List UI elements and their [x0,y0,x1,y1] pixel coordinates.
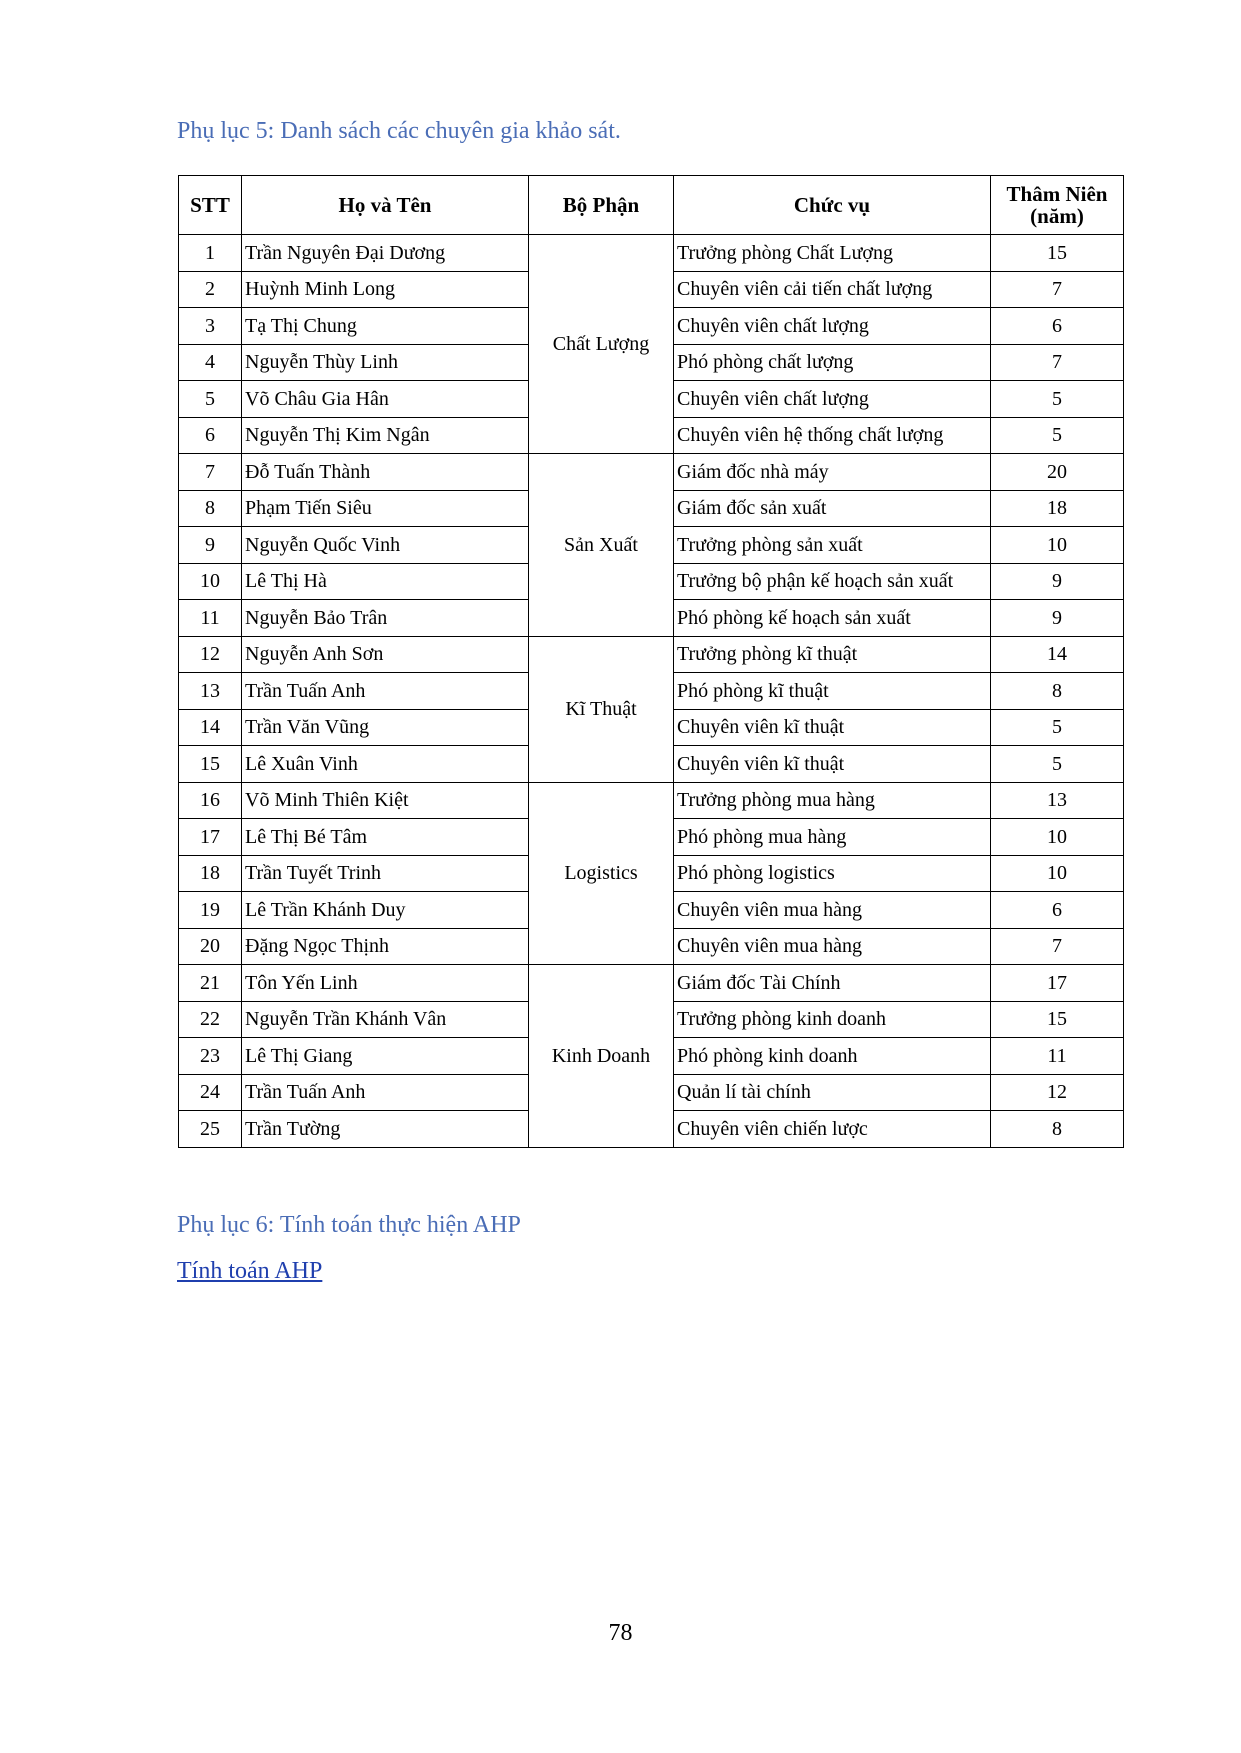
position-cell: Chuyên viên kĩ thuật [674,746,991,783]
years-cell: 10 [991,855,1124,892]
years-cell: 6 [991,308,1124,345]
position-cell: Trưởng phòng sản xuất [674,527,991,564]
header-name: Họ và Tên [242,176,529,235]
position-cell: Trưởng phòng kinh doanh [674,1001,991,1038]
name-cell: Trần Tuấn Anh [242,1074,529,1111]
appendix-6-heading: Phụ lục 6: Tính toán thực hiện AHP [177,1212,521,1238]
years-cell: 7 [991,271,1124,308]
name-cell: Võ Châu Gia Hân [242,381,529,418]
name-cell: Nguyễn Thị Kim Ngân [242,417,529,454]
stt-cell: 14 [179,709,242,746]
stt-cell: 20 [179,928,242,965]
stt-cell: 10 [179,563,242,600]
stt-cell: 6 [179,417,242,454]
name-cell: Lê Thị Hà [242,563,529,600]
name-cell: Lê Trần Khánh Duy [242,892,529,929]
stt-cell: 23 [179,1038,242,1075]
position-cell: Chuyên viên chất lượng [674,308,991,345]
department-cell: Kinh Doanh [529,965,674,1148]
years-cell: 7 [991,928,1124,965]
years-cell: 14 [991,636,1124,673]
stt-cell: 13 [179,673,242,710]
stt-cell: 5 [179,381,242,418]
position-cell: Trưởng phòng kĩ thuật [674,636,991,673]
years-cell: 10 [991,527,1124,564]
position-cell: Trưởng phòng Chất Lượng [674,235,991,272]
years-cell: 5 [991,709,1124,746]
header-stt: STT [179,176,242,235]
stt-cell: 22 [179,1001,242,1038]
table-row [179,782,1124,819]
stt-cell: 19 [179,892,242,929]
position-cell: Chuyên viên chiến lược [674,1111,991,1148]
stt-cell: 9 [179,527,242,564]
position-cell: Trưởng phòng mua hàng [674,782,991,819]
stt-cell: 21 [179,965,242,1002]
name-cell: Trần Tường [242,1111,529,1148]
experts-table [178,175,1124,1148]
table-header-row [179,176,1124,235]
name-cell: Tạ Thị Chung [242,308,529,345]
years-cell: 13 [991,782,1124,819]
stt-cell: 2 [179,271,242,308]
years-cell: 5 [991,746,1124,783]
position-cell: Phó phòng kĩ thuật [674,673,991,710]
table-row [179,454,1124,491]
position-cell: Chuyên viên mua hàng [674,892,991,929]
position-cell: Chuyên viên cải tiến chất lượng [674,271,991,308]
position-cell: Chuyên viên chất lượng [674,381,991,418]
header-position: Chức vụ [674,176,991,235]
department-cell: Logistics [529,782,674,965]
name-cell: Lê Thị Bé Tâm [242,819,529,856]
table-row [179,636,1124,673]
stt-cell: 16 [179,782,242,819]
years-cell: 7 [991,344,1124,381]
stt-cell: 3 [179,308,242,345]
name-cell: Lê Xuân Vinh [242,746,529,783]
department-cell: Sản Xuất [529,454,674,637]
stt-cell: 8 [179,490,242,527]
position-cell: Phó phòng logistics [674,855,991,892]
position-cell: Giám đốc nhà máy [674,454,991,491]
position-cell: Phó phòng chất lượng [674,344,991,381]
years-cell: 5 [991,417,1124,454]
name-cell: Đỗ Tuấn Thành [242,454,529,491]
stt-cell: 7 [179,454,242,491]
years-cell: 6 [991,892,1124,929]
stt-cell: 18 [179,855,242,892]
years-cell: 11 [991,1038,1124,1075]
position-cell: Chuyên viên kĩ thuật [674,709,991,746]
stt-cell: 11 [179,600,242,637]
table-row [179,965,1124,1002]
header-seniority [991,176,1124,235]
position-cell: Giám đốc Tài Chính [674,965,991,1002]
years-cell: 20 [991,454,1124,491]
years-cell: 12 [991,1074,1124,1111]
name-cell: Trần Văn Vũng [242,709,529,746]
position-cell: Phó phòng mua hàng [674,819,991,856]
position-cell: Giám đốc sản xuất [674,490,991,527]
name-cell: Trần Tuấn Anh [242,673,529,710]
name-cell: Nguyễn Quốc Vinh [242,527,529,564]
header-seniority-line2: (năm) [1030,204,1084,228]
name-cell: Đặng Ngọc Thịnh [242,928,529,965]
header-seniority-line1: Thâm Niên [1006,182,1108,206]
department-cell: Chất Lượng [529,235,674,454]
years-cell: 8 [991,673,1124,710]
header-department: Bộ Phận [529,176,674,235]
years-cell: 18 [991,490,1124,527]
years-cell: 9 [991,600,1124,637]
stt-cell: 1 [179,235,242,272]
appendix-5-heading: Phụ lục 5: Danh sách các chuyên gia khảo sát. [177,118,621,144]
stt-cell: 25 [179,1111,242,1148]
position-cell: Chuyên viên mua hàng [674,928,991,965]
table-row [179,235,1124,272]
page-number: 78 [608,1620,633,1646]
name-cell: Phạm Tiến Siêu [242,490,529,527]
name-cell: Võ Minh Thiên Kiệt [242,782,529,819]
position-cell: Chuyên viên hệ thống chất lượng [674,417,991,454]
name-cell: Tôn Yến Linh [242,965,529,1002]
position-cell: Phó phòng kinh doanh [674,1038,991,1075]
name-cell: Nguyễn Anh Sơn [242,636,529,673]
years-cell: 17 [991,965,1124,1002]
name-cell: Huỳnh Minh Long [242,271,529,308]
department-cell: Kĩ Thuật [529,636,674,782]
name-cell: Lê Thị Giang [242,1038,529,1075]
years-cell: 10 [991,819,1124,856]
stt-cell: 24 [179,1074,242,1111]
stt-cell: 12 [179,636,242,673]
years-cell: 15 [991,1001,1124,1038]
years-cell: 5 [991,381,1124,418]
name-cell: Nguyễn Trần Khánh Vân [242,1001,529,1038]
years-cell: 8 [991,1111,1124,1148]
years-cell: 9 [991,563,1124,600]
stt-cell: 17 [179,819,242,856]
position-cell: Phó phòng kế hoạch sản xuất [674,600,991,637]
name-cell: Nguyễn Bảo Trân [242,600,529,637]
position-cell: Trưởng bộ phận kế hoạch sản xuất [674,563,991,600]
years-cell: 15 [991,235,1124,272]
name-cell: Nguyễn Thùy Linh [242,344,529,381]
name-cell: Trần Nguyên Đại Dương [242,235,529,272]
position-cell: Quản lí tài chính [674,1074,991,1111]
name-cell: Trần Tuyết Trinh [242,855,529,892]
ahp-calculation-link[interactable]: Tính toán AHP [177,1258,323,1284]
stt-cell: 15 [179,746,242,783]
stt-cell: 4 [179,344,242,381]
